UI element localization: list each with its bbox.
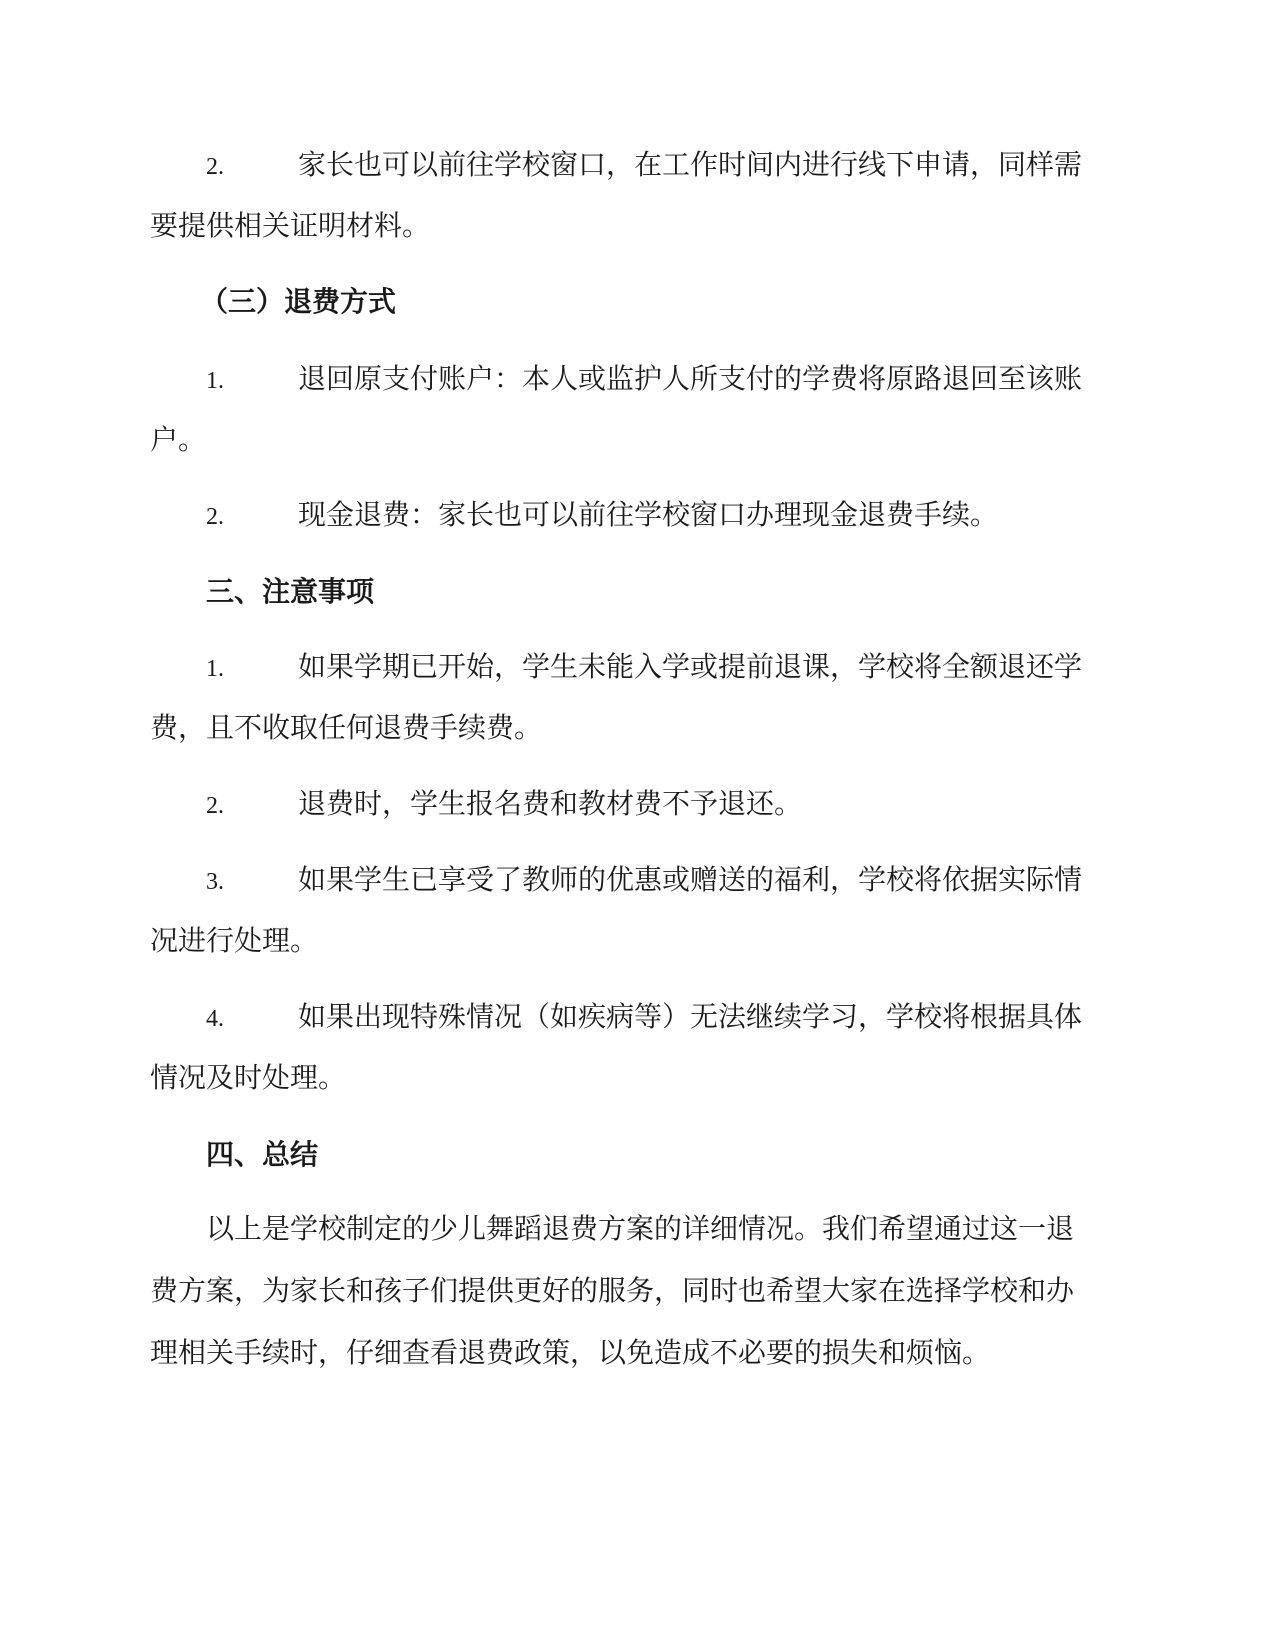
list-number: 2.	[206, 154, 224, 180]
paragraph-line: 家长也可以前往学校窗口，在工作时间内进行线下申请，同样需	[298, 148, 1083, 181]
paragraph-line: 如果学生已享受了教师的优惠或赠送的福利，学校将依据实际情	[298, 863, 1083, 896]
paragraph-line: 费，且不收取任何退费手续费。	[150, 711, 543, 744]
paragraph-line: 以上是学校制定的少儿舞蹈退费方案的详细情况。我们希望通过这一退	[206, 1212, 1075, 1245]
paragraph-line: 户。	[150, 423, 207, 456]
section-heading: 四、总结	[206, 1138, 319, 1171]
section-heading: （三）退费方式	[200, 285, 397, 318]
paragraph-line: 况进行处理。	[150, 924, 319, 957]
paragraph-line: 退回原支付账户：本人或监护人所支付的学费将原路退回至该账	[298, 362, 1083, 395]
paragraph-line: 理相关手续时，仔细查看退费政策，以免造成不必要的损失和烦恼。	[150, 1336, 991, 1369]
list-number: 3.	[206, 869, 224, 895]
paragraph-line: 费方案，为家长和孩子们提供更好的服务，同时也希望大家在选择学校和办	[150, 1274, 1075, 1307]
list-number: 2.	[206, 504, 224, 530]
paragraph-line: 如果学期已开始，学生未能入学或提前退课，学校将全额退还学	[298, 650, 1083, 683]
section-heading: 三、注意事项	[206, 575, 375, 608]
paragraph-line: 情况及时处理。	[150, 1061, 347, 1094]
list-number: 2.	[206, 793, 224, 819]
paragraph-line: 要提供相关证明材料。	[150, 209, 431, 242]
paragraph-line: 如果出现特殊情况（如疾病等）无法继续学习，学校将根据具体	[298, 1000, 1083, 1033]
paragraph-line: 退费时，学生报名费和教材费不予退还。	[298, 787, 803, 820]
list-number: 1.	[206, 368, 224, 394]
list-number: 1.	[206, 656, 224, 682]
list-number: 4.	[206, 1006, 224, 1032]
paragraph-line: 现金退费：家长也可以前往学校窗口办理现金退费手续。	[298, 498, 999, 531]
